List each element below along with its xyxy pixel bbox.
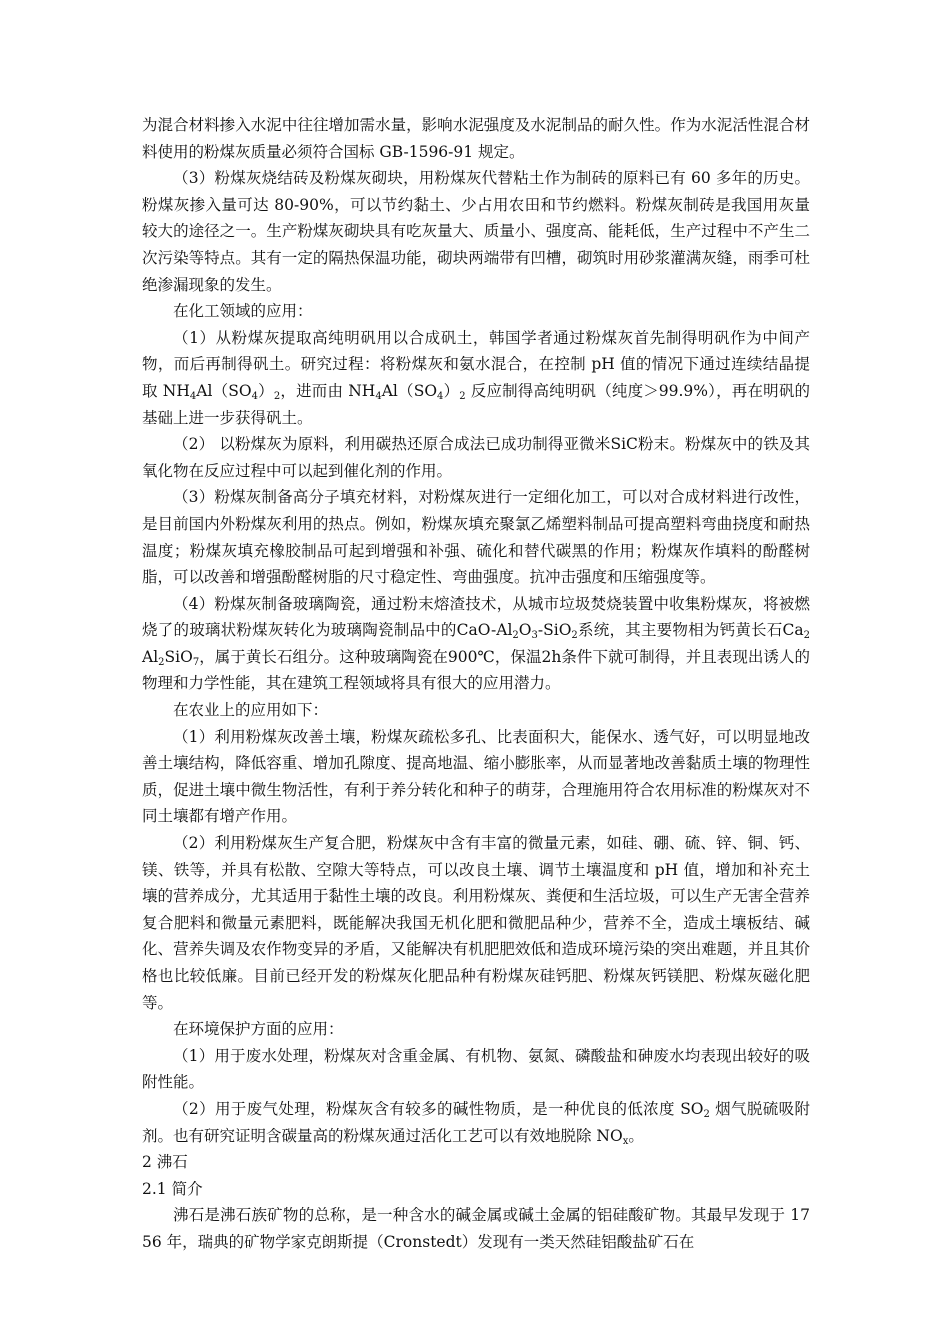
text-run: （1）利用粉煤灰改善土壤，粉煤灰疏松多孔、比表面积大，能保水、透气好，可以明显地改善土壤结构，降低容重、增加孔隙度、提高地温、缩小膨胀率，从而显著地改善黏质土壤的物理性质，促进土壤中微生物活性，有利于养分转化和种子的萌芽，合理施用符合农用标准的粉煤灰对不同土壤都有增产作用。 <box>142 727 810 826</box>
body-paragraph <box>142 298 810 325</box>
body-paragraph <box>142 112 810 165</box>
subscript-text: 3 <box>531 630 538 642</box>
subscript-text: 2 <box>803 630 811 642</box>
text-run: SiO <box>164 647 193 666</box>
body-paragraph <box>142 1202 810 1255</box>
subscript-text: 4 <box>251 390 258 402</box>
text-run: 在农业上的应用如下： <box>173 701 329 720</box>
body-paragraph <box>142 484 810 590</box>
subscript-text: 2 <box>273 390 281 402</box>
subscript-text: 4 <box>437 390 444 402</box>
text-run: ） <box>257 381 274 400</box>
text-run: Al（SO <box>196 381 252 400</box>
text-run: 。 <box>628 1126 644 1145</box>
text-run: （1）从粉煤灰提取高纯明矾用以合成矾土，韩国学者通过粉煤灰首先制得明矾作为中间产物，而后再制得矾土。研究过程：将粉煤灰和氨水混合，在控制 pH 值的情况下通过连续结晶提取 NH <box>142 328 810 400</box>
text-run: （2） 以粉煤灰为原料，利用碳热还原合成法已成功制得亚微米SiC粉末。粉煤灰中的铁及其氧化物在反应过程中可以起到催化剂的作用。 <box>142 435 810 480</box>
text-run: 反应制得高纯明矾（纯度＞99.9%），再在明矾的基础上进一步获得矾土。 <box>142 381 810 427</box>
text-run: （4）粉煤灰制备玻璃陶瓷，通过粉末熔渣技术，从城市垃圾焚烧装置中收集粉煤灰，将被燃烧了的玻璃状粉煤灰转化为玻璃陶瓷制品中的CaO-Al <box>142 594 810 640</box>
text-run: 2.1 简介 <box>142 1179 203 1198</box>
text-run: -SiO <box>537 621 572 640</box>
text-run: 2 沸石 <box>142 1153 188 1172</box>
subscript-text: 4 <box>375 390 382 402</box>
text-run: （2）利用粉煤灰生产复合肥，粉煤灰中含有丰富的微量元素，如硅、硼、硫、锌、铜、钙、镁、铁等，并具有松散、空隙大等特点，可以改良土壤、调节土壤温度和 pH 值，增加和补充土壤的营养成分，尤其适用于黏性土壤的改良。利用粉煤灰、粪便和生活垃圾，可以生产无害全营养复合肥料和微量元素肥料，既能解决我国无机化肥和微肥品种少，营养不全，造成土壤板结、碱化、营养失调及农作物变异的矛盾，又能解决有机肥肥效低和造成环境污染的突出难题，并且其价格也比较低廉。目前已经开发的粉煤灰化肥品种有粉煤灰硅钙肥、粉煤灰钙镁肥、粉煤灰磁化肥等。 <box>142 834 810 1012</box>
section-heading <box>142 1149 810 1176</box>
text-run: （3）粉煤灰制备高分子填充材料，对粉煤灰进行一定细化加工，可以对合成材料进行改性，是目前国内外粉煤灰利用的热点。例如，粉煤灰填充聚氯乙烯塑料制品可提高塑料弯曲挠度和耐热温度；粉煤灰填充橡胶制品可起到增强和补强、硫化和替代碳黑的作用；粉煤灰作填料的酚醛树脂，可以改善和增强酚醛树脂的尺寸稳定性、弯曲强度。抗冲击强度和压缩强度等。 <box>142 488 810 587</box>
body-paragraph <box>142 697 810 724</box>
text-run: （3）粉煤灰烧结砖及粉煤灰砌块，用粉煤灰代替粘土作为制砖的原料已有 60 多年的历史。粉煤灰掺入量可达 80-90%，可以节约黏土、少占用农田和节约燃料。粉煤灰制砖是我国用灰量较大的途径之一。生产粉煤灰砌块具有吃灰量大、质量小、强度高、能耗低，生产过程中不产生二次污染等特点。其有一定的隔热保温功能，砌块两端带有凹槽，砌筑时用砂浆灌满灰缝，雨季可杜绝渗漏现象的发生。 <box>142 169 810 294</box>
body-paragraph <box>142 165 810 298</box>
body-paragraph <box>142 1043 810 1096</box>
section-heading <box>142 1176 810 1203</box>
subscript-text: 7 <box>192 656 200 668</box>
text-run: 沸石是沸石族矿物的总称，是一种含水的碱金属或碱土金属的铝硅酸矿物。其最早发现于 1756 年，瑞典的矿物学家克朗斯提（Cronstedt）发现有一类天然硅铝酸盐矿石在 <box>142 1206 810 1251</box>
text-run: O <box>518 621 532 640</box>
text-run: 系统，其主要物相为钙黄长石Ca <box>577 621 804 640</box>
text-run: 烟气脱硫吸附剂。也有研究证明含碳量高的粉煤灰通过活化工艺可以有效地脱除 NO <box>142 1099 810 1145</box>
body-paragraph <box>142 724 810 830</box>
text-run: 在环境保护方面的应用： <box>173 1020 344 1039</box>
body-paragraph <box>142 1016 810 1043</box>
document-body <box>142 112 810 1256</box>
body-paragraph <box>142 830 810 1016</box>
subscript-text: 2 <box>512 630 519 642</box>
text-run: ，属于黄长石组分。这种玻璃陶瓷在900℃，保温2h条件下就可制得，并且表现出诱人的物理和力学性能，其在建筑工程领域将具有很大的应用潜力。 <box>142 647 810 693</box>
text-run: 为混合材料掺入水泥中往往增加需水量，影响水泥强度及水泥制品的耐久性。作为水泥活性混合材料使用的粉煤灰质量必须符合国标 GB-1596-91 规定。 <box>142 116 810 161</box>
text-run: 在化工领域的应用： <box>173 302 313 321</box>
body-paragraph <box>142 431 810 484</box>
body-paragraph <box>142 591 810 697</box>
text-run: Al <box>142 647 159 666</box>
subscript-text: 4 <box>189 390 197 402</box>
text-run: ） <box>443 381 460 400</box>
text-run: Al（SO <box>381 381 438 400</box>
subscript-text: 2 <box>571 630 578 642</box>
subscript-text: 2 <box>158 656 165 668</box>
body-paragraph <box>142 325 810 431</box>
text-run: ，进而由 NH <box>280 381 376 400</box>
subscript-text: x <box>622 1135 629 1147</box>
subscript-text: 2 <box>459 390 466 402</box>
text-run: （2）用于废气处理，粉煤灰含有较多的碱性物质，是一种优良的低浓度 SO <box>173 1099 704 1118</box>
subscript-text: 2 <box>703 1108 710 1120</box>
body-paragraph <box>142 1096 810 1149</box>
text-run: （1）用于废水处理，粉煤灰对含重金属、有机物、氨氮、磷酸盐和砷废水均表现出较好的吸附性能。 <box>142 1046 810 1092</box>
